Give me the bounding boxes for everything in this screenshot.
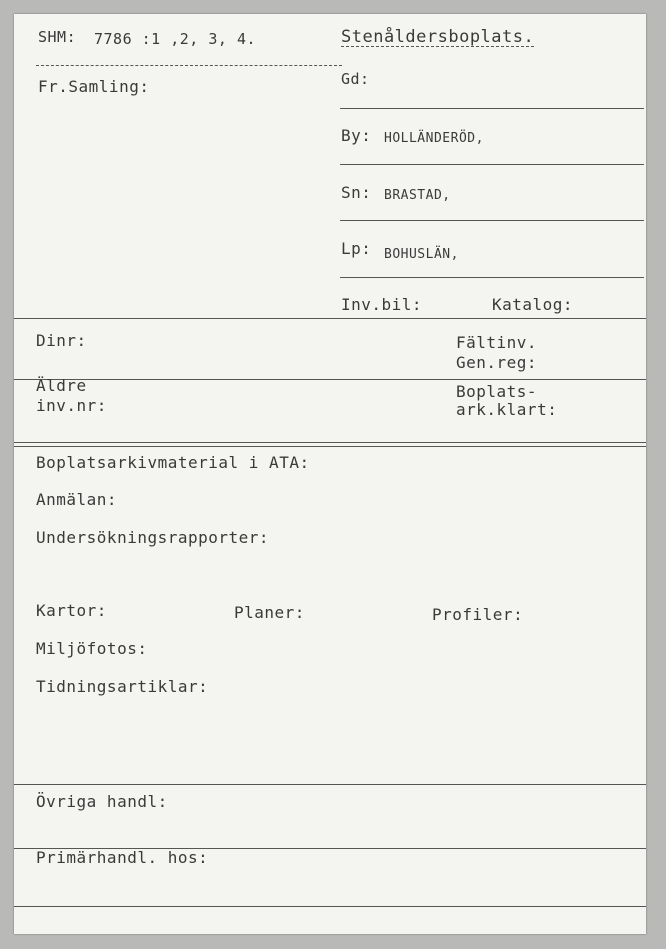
planer-label: Planer:	[234, 603, 305, 622]
sn-value: BRASTAD,	[384, 188, 451, 203]
profiler-label: Profiler:	[432, 605, 524, 624]
genreg-label: Gen.reg:	[456, 353, 538, 372]
divider-1	[14, 318, 646, 319]
divider-5	[14, 906, 646, 907]
archive-title: Boplatsarkivmaterial i ATA:	[36, 453, 310, 472]
undersokning-label: Undersökningsrapporter:	[36, 528, 270, 547]
katalog-label: Katalog:	[492, 295, 574, 314]
archive-card	[14, 14, 646, 934]
kartor-label: Kartor:	[36, 601, 107, 620]
fr-samling-label: Fr.Samling:	[38, 77, 150, 96]
gd-label: Gd:	[341, 70, 370, 88]
lp-label: Lp:	[341, 239, 372, 258]
by-line	[340, 164, 644, 165]
shm-label: SHM:	[38, 28, 77, 46]
tidningsartiklar-label: Tidningsartiklar:	[36, 677, 209, 696]
dinr-label: Dinr:	[36, 331, 87, 350]
invnr-label: inv.nr:	[36, 396, 107, 415]
site-type: Stenåldersboplats.	[341, 27, 535, 47]
sn-line	[340, 220, 644, 221]
inv-bil-label: Inv.bil:	[341, 295, 423, 314]
anmalan-label: Anmälan:	[36, 490, 118, 509]
miljofotos-label: Miljöfotos:	[36, 639, 148, 658]
sn-label: Sn:	[341, 183, 372, 202]
lp-value: BOHUSLÄN,	[384, 247, 459, 262]
shm-underline	[36, 65, 342, 66]
by-label: By:	[341, 126, 372, 145]
lp-line	[340, 277, 644, 278]
aldre-label: Äldre	[36, 376, 87, 395]
boplats-label: Boplats-	[456, 382, 538, 401]
arkklart-label: ark.klart:	[456, 400, 558, 419]
divider-3	[14, 784, 646, 785]
gd-line	[340, 108, 644, 109]
ovriga-label: Övriga handl:	[36, 792, 168, 811]
shm-value: 7786 :1 ,2, 3, 4.	[94, 30, 257, 48]
divider-double	[14, 442, 646, 443]
by-value: HOLLÄNDERÖD,	[384, 131, 484, 146]
primar-label: Primärhandl. hos:	[36, 848, 209, 867]
divider-2	[14, 379, 646, 380]
faltinv-label: Fältinv.	[456, 333, 538, 352]
